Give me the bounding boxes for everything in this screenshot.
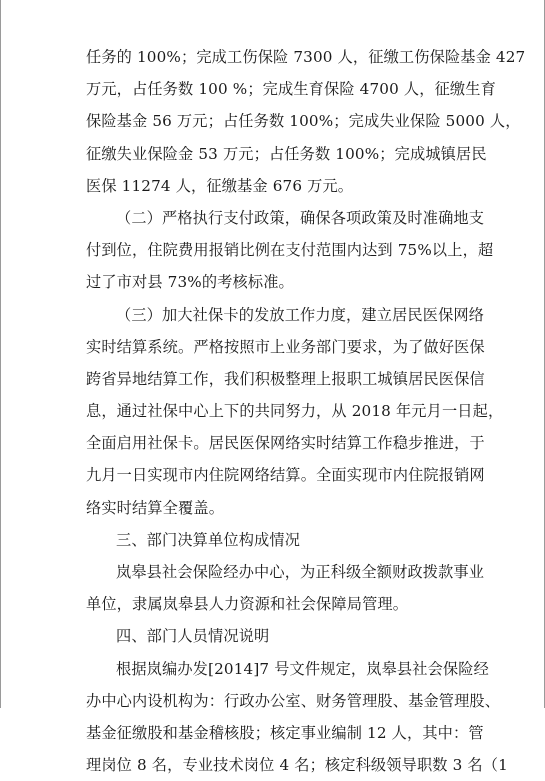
- section-heading: 三、部门决算单位构成情况: [116, 530, 301, 549]
- text-line: 跨省异地结算工作，我们积极整理上报职工城镇居民医保信: [86, 369, 485, 388]
- text-line: 万元，占任务数 100 %；完成生育保险 4700 人，征缴生育: [86, 80, 496, 99]
- text-line: 医保 11274 人，征缴基金 676 万元。: [86, 176, 354, 195]
- text-line: 实时结算系统。严格按照市上业务部门要求，为了做好医保: [86, 337, 485, 356]
- text-line: 息，通过社保中心上下的共同努力，从 2018 年元月一日起，: [86, 402, 504, 421]
- text-line: 理岗位 8 名，专业技术岗位 4 名；核定科级领导职数 3 名（1: [86, 756, 508, 775]
- text-line: 络实时结算全覆盖。: [86, 498, 225, 517]
- text-line: 九月一日实现市内住院网络结算。全面实现市内住院报销网: [86, 466, 485, 485]
- text-line: 任务的 100%；完成工伤保险 7300 人，征缴工伤保险基金 427: [86, 48, 526, 66]
- paragraph-start-line: （三）加大社保卡的发放工作力度，建立居民医保网络: [116, 305, 485, 324]
- text-line: 办中心内设机构为：行政办公室、财务管理股、基金管理股、: [86, 691, 501, 710]
- text-line: 单位，隶属岚皋县人力资源和社会保障局管理。: [86, 595, 409, 614]
- section-heading: 四、部门人员情况说明: [116, 627, 270, 646]
- text-line: 全面启用社保卡。居民医保网络实时结算工作稳步推进，于: [86, 434, 485, 453]
- text-line: 基金征缴股和基金稽核股；核定事业编制 12 人，其中：管: [86, 723, 484, 742]
- document-body: [86, 41, 526, 781]
- paragraph-start-line: 岚皋县社会保险经办中心，为正科级全额财政拨款事业: [116, 563, 485, 581]
- paragraph-start-line: 根据岚编办发[2014]7 号文件规定，岚皋县社会保险经: [116, 659, 489, 678]
- text-line: 保险基金 56 万元；占任务数 100%；完成失业保险 5000 人，: [86, 112, 521, 131]
- text-line: 过了市对县 73%的考核标准。: [86, 273, 294, 292]
- paragraph-start-line: （二）严格执行支付政策，确保各项政策及时准确地支: [116, 208, 485, 227]
- text-line: 付到位，住院费用报销比例在支付范围内达到 75%以上，超: [86, 241, 494, 260]
- text-line: 征缴失业保险金 53 万元；占任务数 100%；完成城镇居民: [86, 144, 487, 163]
